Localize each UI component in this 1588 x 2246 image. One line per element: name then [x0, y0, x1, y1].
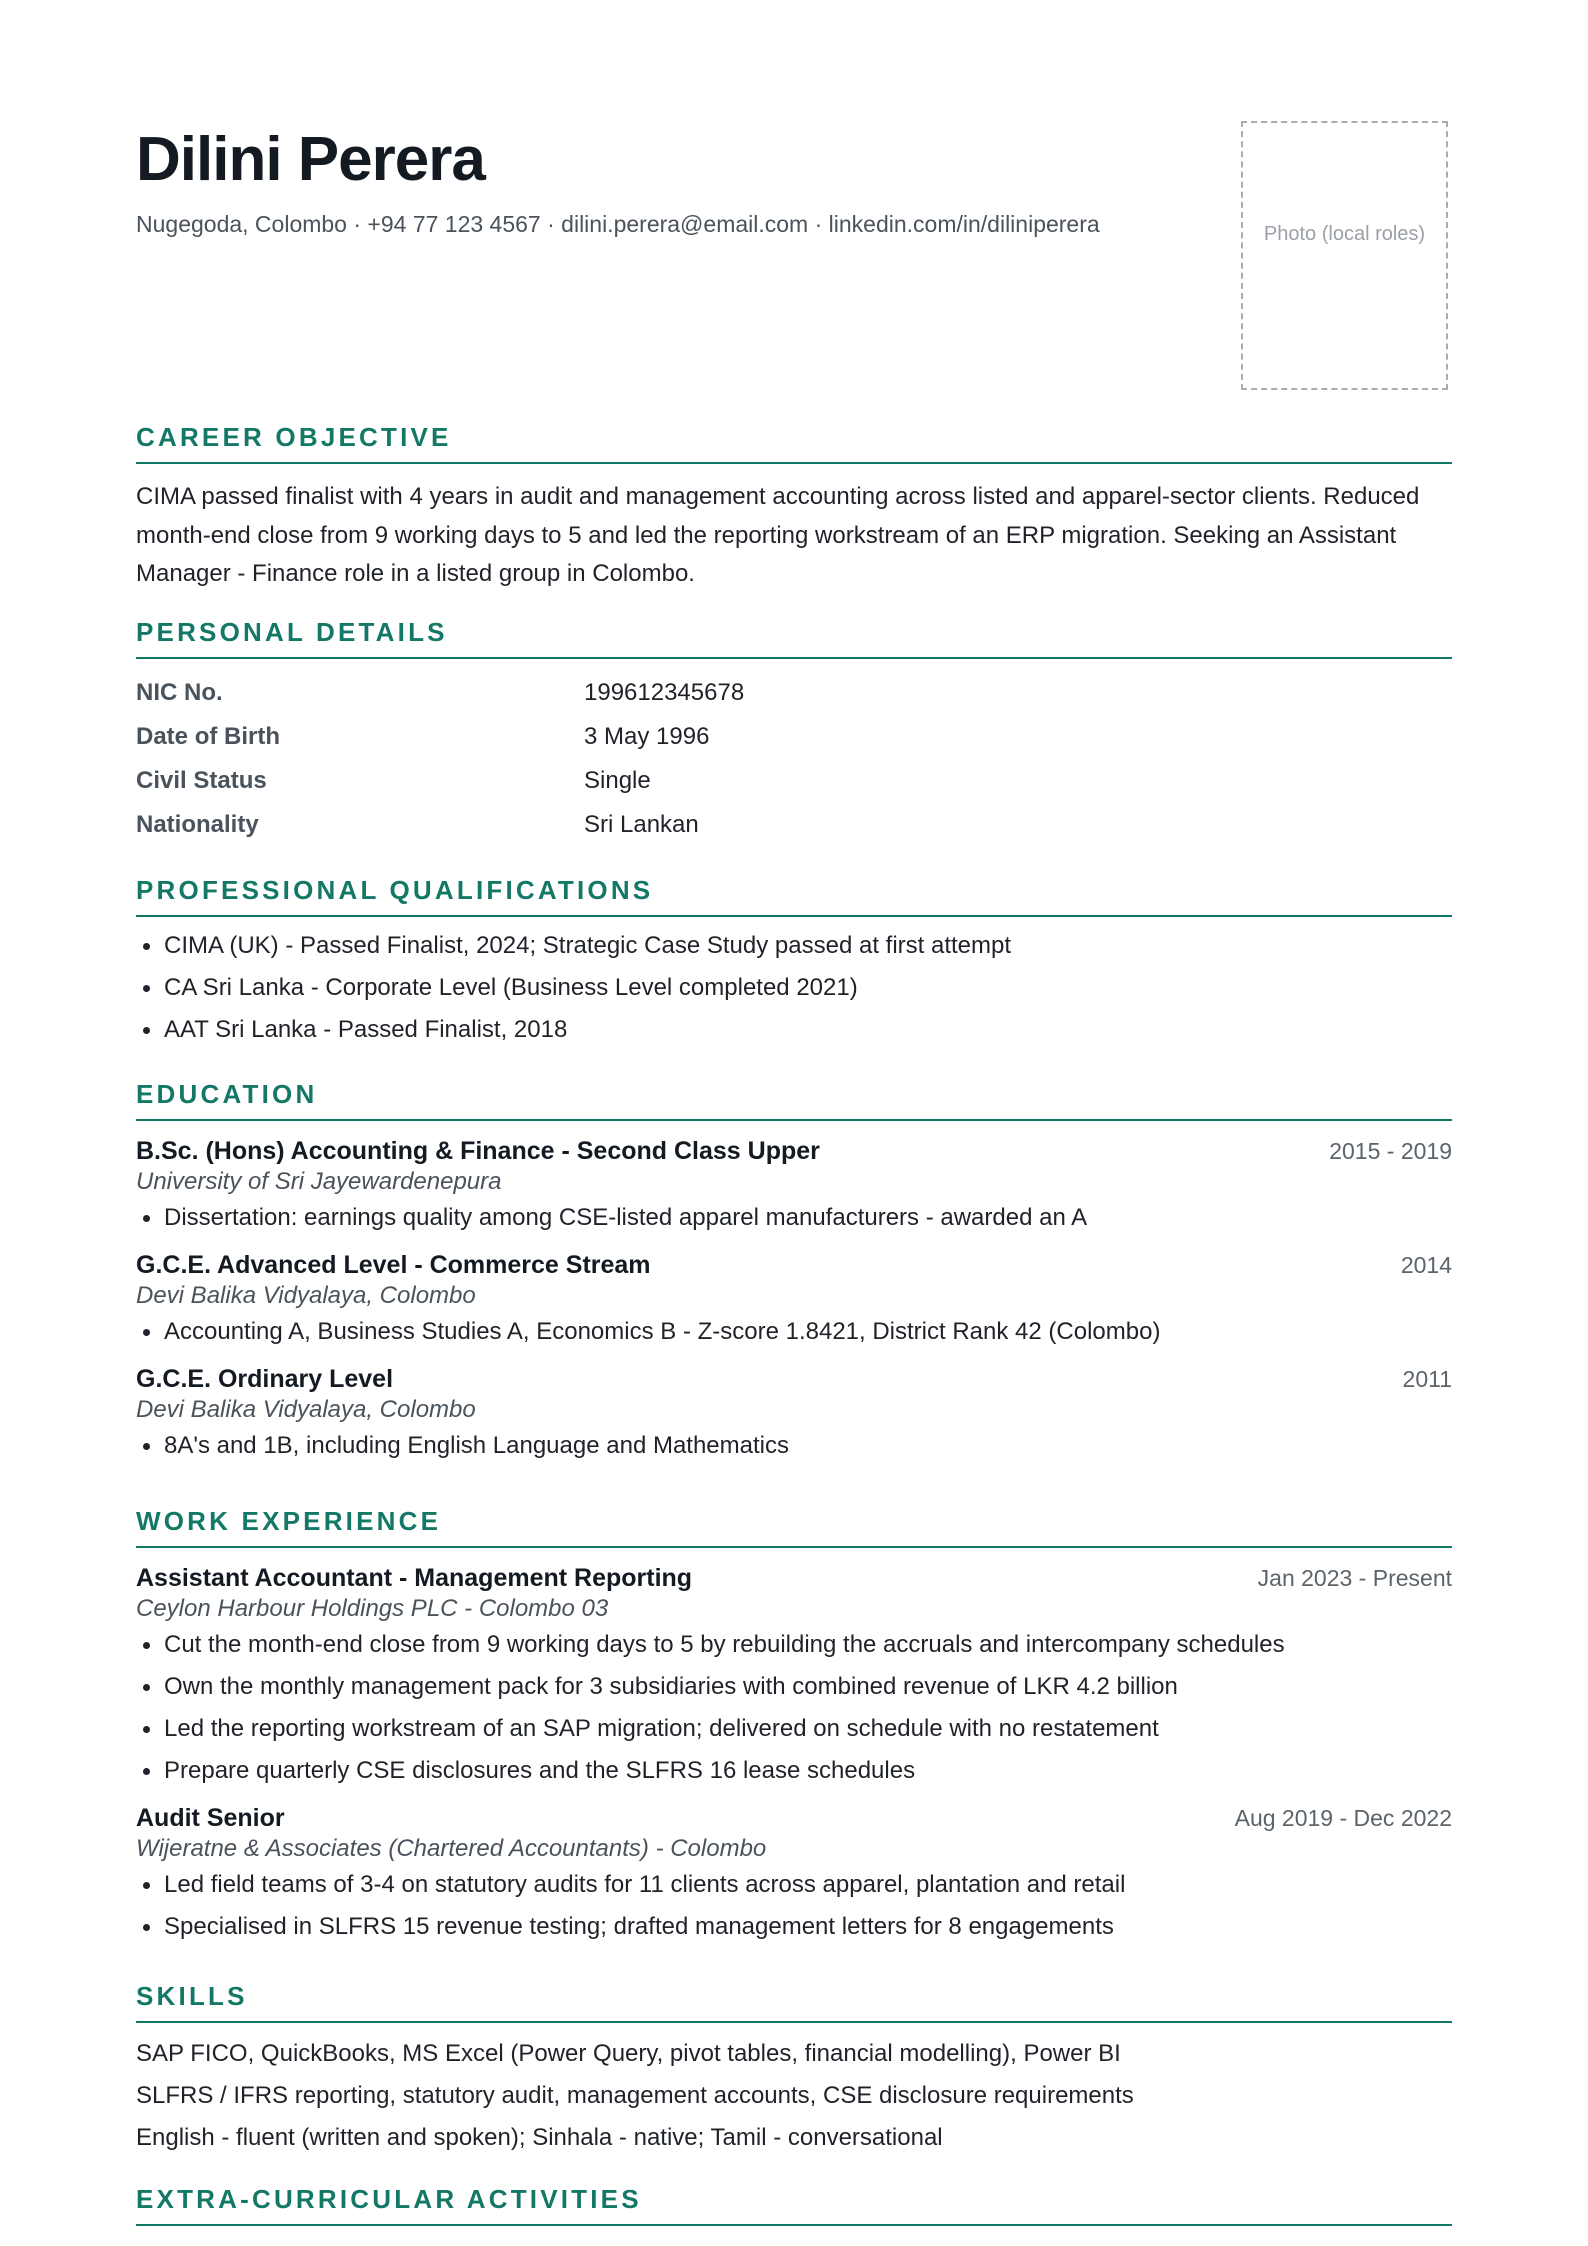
- list-item: Cut the month-end close from 9 working days to 5 by rebuilding the accruals and intercompany schedules: [136, 1624, 1452, 1666]
- detail-value: 3 May 1996: [584, 723, 710, 750]
- entry-title: G.C.E. Advanced Level - Commerce Stream: [136, 1251, 651, 1279]
- detail-row: [136, 803, 1452, 847]
- objective-text: CIMA passed finalist with 4 years in audit and management accounting across listed and apparel-sector clients. Reduced month-end close from 9 working days to 5 and led the reporting workstream of an ERP migration. Seeking an Assistant Manager - Finance role in a listed group in Colombo.: [136, 483, 1420, 587]
- experience-entry: [136, 1802, 1452, 1948]
- objective-section: [136, 420, 1452, 594]
- entry-title: Audit Senior: [136, 1804, 285, 1832]
- entry-organization: Devi Balika Vidyalaya, Colombo: [136, 1282, 476, 1309]
- extracurricular-section: [136, 2182, 1452, 2226]
- entry-organization: Wijeratne & Associates (Chartered Accountants) - Colombo: [136, 1835, 767, 1862]
- list-item: AAT Sri Lanka - Passed Finalist, 2018: [136, 1009, 1452, 1051]
- education-entry: [136, 1363, 1452, 1467]
- list-item: Dissertation: earnings quality among CSE-listed apparel manufacturers - awarded an A: [136, 1197, 1452, 1239]
- list-item: CA Sri Lanka - Corporate Level (Business Level completed 2021): [136, 967, 1452, 1009]
- section-title: PERSONAL DETAILS: [136, 615, 1452, 659]
- section-title: EDUCATION: [136, 1077, 1452, 1121]
- detail-label: Date of Birth: [136, 723, 280, 750]
- skills-list: [136, 2033, 1452, 2159]
- qualifications-list: [136, 925, 1452, 1051]
- list-item: Led the reporting workstream of an SAP migration; delivered on schedule with no restatement: [136, 1708, 1452, 1750]
- list-item: Specialised in SLFRS 15 revenue testing; drafted management letters for 8 engagements: [136, 1906, 1452, 1948]
- experience-section: [136, 1504, 1452, 1948]
- education-entry: [136, 1249, 1452, 1353]
- entry-title: G.C.E. Ordinary Level: [136, 1365, 394, 1393]
- detail-value: 199612345678: [584, 679, 745, 706]
- section-title: WORK EXPERIENCE: [136, 1504, 1452, 1548]
- photo-placeholder: [1241, 121, 1448, 390]
- skill-line: English - fluent (written and spoken); Sinhala - native; Tamil - conversational: [136, 2124, 943, 2151]
- section-title: EXTRA-CURRICULAR ACTIVITIES: [136, 2182, 1452, 2226]
- skill-line: SLFRS / IFRS reporting, statutory audit, management accounts, CSE disclosure requirements: [136, 2082, 1134, 2109]
- entry-title: B.Sc. (Hons) Accounting & Finance - Second Class Upper: [136, 1137, 820, 1165]
- detail-label: NIC No.: [136, 679, 223, 706]
- list-item: Prepare quarterly CSE disclosures and the SLFRS 16 lease schedules: [136, 1750, 1452, 1792]
- entry-date: Jan 2023 - Present: [1257, 1565, 1452, 1591]
- education-section: [136, 1077, 1452, 1467]
- section-title: PROFESSIONAL QUALIFICATIONS: [136, 873, 1452, 917]
- entry-date: 2014: [1400, 1252, 1452, 1278]
- personal-details-section: [136, 615, 1452, 847]
- detail-row: [136, 715, 1452, 759]
- contact-line: Nugegoda, Colombo · +94 77 123 4567 · dilini.perera@email.com · linkedin.com/in/diliniperera: [136, 211, 1100, 237]
- detail-row: [136, 759, 1452, 803]
- entry-organization: Devi Balika Vidyalaya, Colombo: [136, 1396, 476, 1423]
- list-item: Accounting A, Business Studies A, Economics B - Z-score 1.8421, District Rank 42 (Colombo): [136, 1311, 1452, 1353]
- skills-section: [136, 1979, 1452, 2159]
- candidate-name: Dilini Perera: [136, 125, 485, 194]
- personal-details-table: [136, 671, 1452, 847]
- qualifications-section: [136, 873, 1452, 1051]
- entry-date: Aug 2019 - Dec 2022: [1234, 1805, 1452, 1831]
- list-item: Own the monthly management pack for 3 subsidiaries with combined revenue of LKR 4.2 billion: [136, 1666, 1452, 1708]
- list-item: 8A's and 1B, including English Language and Mathematics: [136, 1425, 1452, 1467]
- detail-value: Sri Lankan: [584, 811, 699, 838]
- section-title: SKILLS: [136, 1979, 1452, 2023]
- detail-label: Civil Status: [136, 767, 267, 794]
- entry-title: Assistant Accountant - Management Reporting: [136, 1564, 693, 1592]
- list-item: CIMA (UK) - Passed Finalist, 2024; Strategic Case Study passed at first attempt: [136, 925, 1452, 967]
- photo-label: Photo (local roles): [1263, 223, 1426, 245]
- experience-entry: [136, 1562, 1452, 1792]
- detail-value: Single: [584, 767, 651, 794]
- entry-date: 2011: [1402, 1366, 1452, 1392]
- skill-line: SAP FICO, QuickBooks, MS Excel (Power Query, pivot tables, financial modelling), Power BI: [136, 2040, 1121, 2067]
- detail-row: [136, 671, 1452, 715]
- list-item: Led field teams of 3-4 on statutory audits for 11 clients across apparel, plantation and retail: [136, 1864, 1452, 1906]
- entry-date: 2015 - 2019: [1329, 1138, 1452, 1164]
- entry-organization: Ceylon Harbour Holdings PLC - Colombo 03: [136, 1595, 609, 1622]
- entry-organization: University of Sri Jayewardenepura: [136, 1168, 502, 1195]
- detail-label: Nationality: [136, 811, 259, 838]
- education-entry: [136, 1135, 1452, 1239]
- section-title: CAREER OBJECTIVE: [136, 420, 1452, 464]
